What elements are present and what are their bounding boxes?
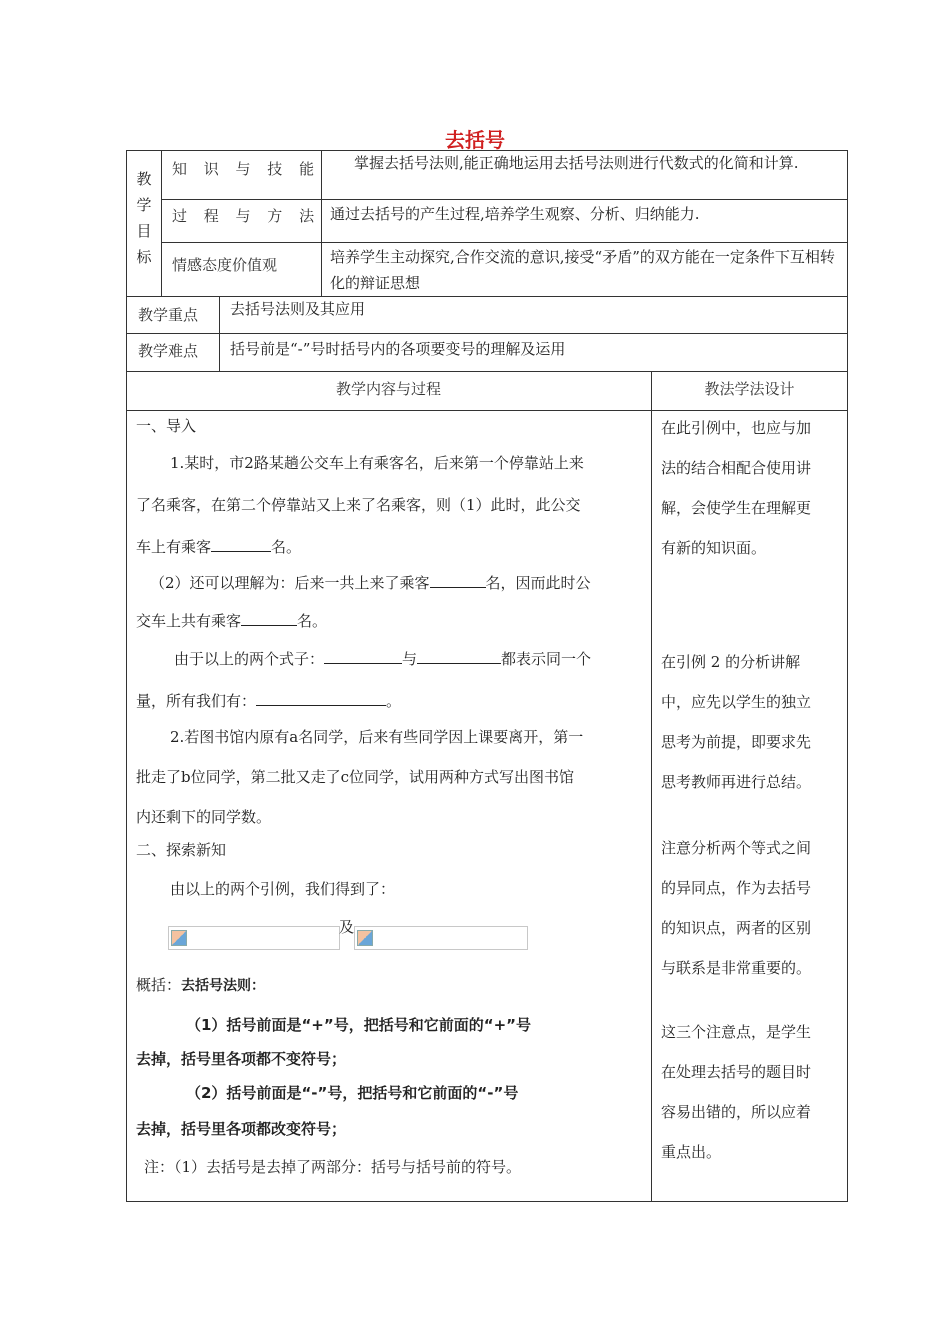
section-heading-intro: 一、导入 bbox=[136, 417, 197, 435]
expression-blank[interactable] bbox=[417, 647, 501, 664]
objective-text-knowledge: 掌握去括号法则,能正确地运用去括号法则进行代数式的化简和计算. bbox=[354, 154, 799, 172]
answer-blank[interactable] bbox=[241, 609, 297, 626]
rule2-line1: （2）括号前面是“-”号，把括号和它前面的“-”号 bbox=[186, 1084, 519, 1102]
column-header-method: 教法学法设计 bbox=[704, 380, 795, 398]
objective-text-process: 通过去括号的产生过程,培养学生观察、分析、归纳能力. bbox=[330, 205, 700, 223]
rule1-line1: （1）括号前面是“+”号，把括号和它前面的“+”号 bbox=[186, 1016, 532, 1034]
difficulty-text: 括号前是“-”号时括号内的各项要变号的理解及运用 bbox=[230, 340, 566, 358]
broken-image-icon bbox=[171, 930, 187, 946]
difficulty-label: 教学难点 bbox=[138, 342, 199, 360]
formula-image-1 bbox=[168, 926, 340, 950]
example1-line3: 车上有乘客 名。 bbox=[136, 534, 644, 560]
and-label: 及 bbox=[339, 918, 355, 936]
key-point-text: 去括号法则及其应用 bbox=[230, 300, 366, 318]
objective-label-attitude: 情感态度价值观 bbox=[172, 256, 278, 274]
example2-line1: 2.若图书馆内原有a名同学，后来有些同学因上课要离开，第一 bbox=[170, 728, 584, 746]
broken-image-icon bbox=[357, 930, 373, 946]
objective-label-process: 过 程 与 方 法 bbox=[172, 207, 321, 225]
column-header-content: 教学内容与过程 bbox=[335, 380, 441, 398]
derivation-intro: 由以上的两个引例，我们得到了： bbox=[170, 880, 396, 898]
example2-line2: 批走了b位同学，第二批又走了c位同学，试用两种方式写出图书馆 bbox=[136, 768, 575, 786]
equality-line1: 由于以上的两个式子： 与 都表示同一个 bbox=[136, 646, 644, 672]
objective-text-attitude: 培养学生主动探究,合作交流的意识,接受“矛盾”的双方能在一定条件下互相转化的辩证思想 bbox=[330, 248, 835, 292]
answer-blank[interactable] bbox=[430, 571, 486, 588]
example1-line1: 1.某时，市2路某趟公交车上有乘客名，后来第一个停靠站上来 bbox=[170, 454, 584, 472]
section-heading-explore: 二、探索新知 bbox=[136, 841, 227, 859]
summary-heading: 概括：去括号法则： bbox=[136, 976, 266, 994]
key-point-label: 教学重点 bbox=[138, 306, 199, 324]
equation-blank[interactable] bbox=[256, 689, 386, 706]
page-title: 去括号 bbox=[445, 128, 505, 152]
objective-label-knowledge: 知 识 与 技 能 bbox=[172, 160, 321, 178]
rule2-line2: 去掉，括号里各项都改变符号； bbox=[136, 1120, 347, 1138]
example1-part2-line2: 交车上共有乘客 名。 bbox=[136, 608, 644, 634]
note-line: 注：（1）去括号是去掉了两部分：括号与括号前的符号。 bbox=[144, 1158, 522, 1176]
equality-line2: 量，所有我们有： 。 bbox=[136, 688, 644, 714]
expression-blank[interactable] bbox=[324, 647, 402, 664]
example1-part2-line1: （2）还可以理解为：后来一共上来了乘客 名，因而此时公 bbox=[136, 570, 644, 596]
answer-blank[interactable] bbox=[211, 535, 271, 552]
formula-image-2 bbox=[354, 926, 528, 950]
example1-line2: 了名乘客，在第二个停靠站又上来了名乘客，则（1）此时，此公交 bbox=[136, 496, 581, 514]
example2-line3: 内还剩下的同学数。 bbox=[136, 808, 272, 826]
rule1-line2: 去掉，括号里各项都不变符号； bbox=[136, 1050, 347, 1068]
